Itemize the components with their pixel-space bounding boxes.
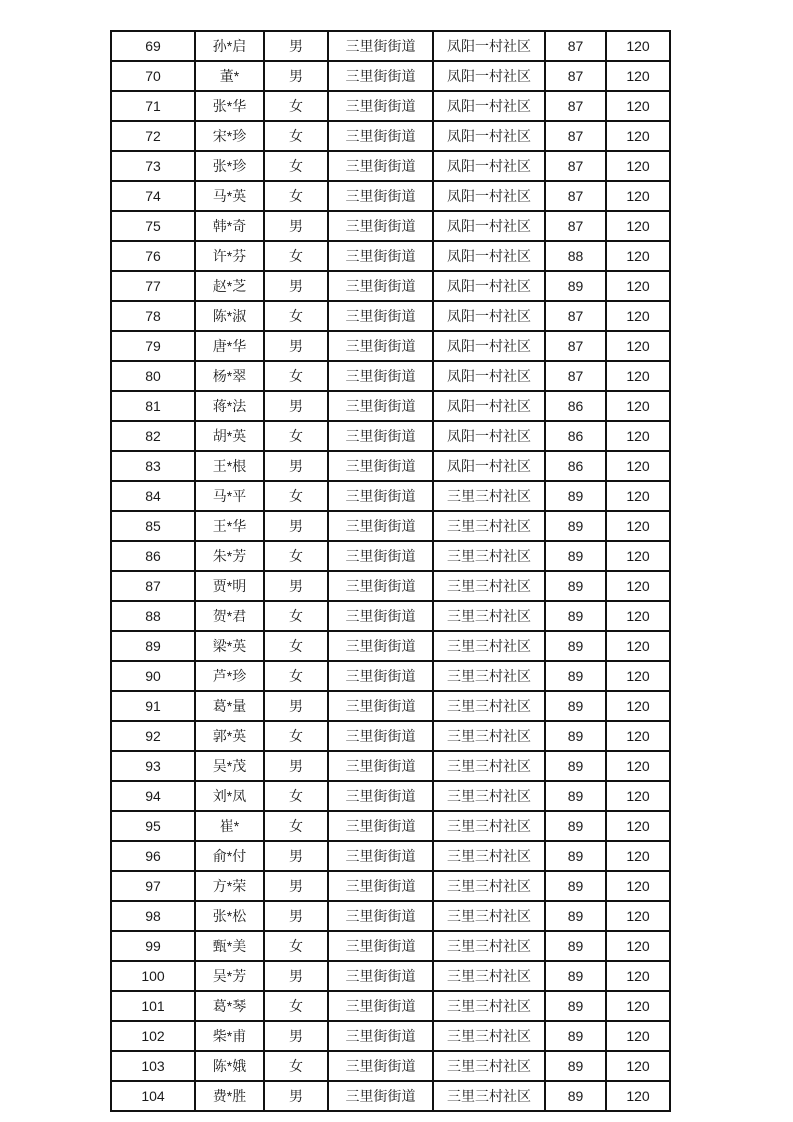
table-row [111,1051,670,1081]
cell-gender: 女 [264,541,328,571]
table-row [111,721,670,751]
cell-street: 三里街街道 [328,511,433,541]
cell-index: 82 [111,421,195,451]
cell-amount: 120 [606,1051,670,1081]
cell-amount: 120 [606,301,670,331]
cell-street: 三里街街道 [328,1051,433,1081]
table-row [111,541,670,571]
cell-index: 75 [111,211,195,241]
table-row [111,661,670,691]
cell-street: 三里街街道 [328,361,433,391]
cell-name: 梁*英 [195,631,264,661]
cell-gender: 男 [264,391,328,421]
cell-index: 70 [111,61,195,91]
table-row [111,631,670,661]
cell-score: 87 [545,61,606,91]
cell-amount: 120 [606,931,670,961]
cell-gender: 男 [264,961,328,991]
cell-index: 76 [111,241,195,271]
table-row [111,991,670,1021]
cell-community: 三里三村社区 [433,511,545,541]
cell-amount: 120 [606,331,670,361]
cell-name: 杨*翠 [195,361,264,391]
table-row [111,361,670,391]
cell-community: 三里三村社区 [433,601,545,631]
cell-name: 方*荣 [195,871,264,901]
cell-score: 89 [545,901,606,931]
cell-score: 89 [545,511,606,541]
cell-street: 三里街街道 [328,121,433,151]
table-row [111,31,670,61]
cell-street: 三里街街道 [328,661,433,691]
cell-gender: 男 [264,1021,328,1051]
cell-community: 凤阳一村社区 [433,151,545,181]
cell-score: 87 [545,331,606,361]
cell-community: 三里三村社区 [433,481,545,511]
cell-name: 甄*美 [195,931,264,961]
cell-score: 87 [545,181,606,211]
cell-community: 三里三村社区 [433,811,545,841]
cell-score: 89 [545,721,606,751]
cell-index: 99 [111,931,195,961]
table-row [111,601,670,631]
cell-index: 71 [111,91,195,121]
cell-community: 凤阳一村社区 [433,361,545,391]
cell-amount: 120 [606,1081,670,1111]
cell-amount: 120 [606,571,670,601]
cell-name: 唐*华 [195,331,264,361]
cell-amount: 120 [606,61,670,91]
cell-street: 三里街街道 [328,811,433,841]
cell-score: 88 [545,241,606,271]
cell-name: 张*松 [195,901,264,931]
cell-community: 三里三村社区 [433,721,545,751]
cell-community: 凤阳一村社区 [433,181,545,211]
table-row [111,61,670,91]
cell-index: 88 [111,601,195,631]
cell-name: 费*胜 [195,1081,264,1111]
cell-score: 87 [545,211,606,241]
cell-community: 凤阳一村社区 [433,301,545,331]
cell-gender: 女 [264,811,328,841]
cell-name: 贺*君 [195,601,264,631]
cell-name: 赵*芝 [195,271,264,301]
cell-community: 凤阳一村社区 [433,241,545,271]
cell-score: 89 [545,871,606,901]
cell-index: 69 [111,31,195,61]
cell-community: 三里三村社区 [433,541,545,571]
cell-name: 郭*英 [195,721,264,751]
cell-amount: 120 [606,631,670,661]
cell-gender: 女 [264,991,328,1021]
cell-amount: 120 [606,391,670,421]
cell-name: 葛*琴 [195,991,264,1021]
cell-name: 刘*凤 [195,781,264,811]
cell-street: 三里街街道 [328,1021,433,1051]
cell-community: 三里三村社区 [433,631,545,661]
cell-amount: 120 [606,271,670,301]
cell-amount: 120 [606,601,670,631]
cell-score: 89 [545,931,606,961]
cell-street: 三里街街道 [328,331,433,361]
cell-community: 凤阳一村社区 [433,391,545,421]
table-row [111,841,670,871]
cell-street: 三里街街道 [328,931,433,961]
cell-index: 86 [111,541,195,571]
cell-community: 凤阳一村社区 [433,421,545,451]
table-row [111,421,670,451]
cell-community: 三里三村社区 [433,871,545,901]
cell-amount: 120 [606,421,670,451]
cell-street: 三里街街道 [328,31,433,61]
cell-gender: 女 [264,421,328,451]
table-row [111,271,670,301]
cell-index: 77 [111,271,195,301]
cell-name: 马*平 [195,481,264,511]
table-row [111,961,670,991]
cell-gender: 男 [264,451,328,481]
table-row [111,181,670,211]
cell-name: 张*华 [195,91,264,121]
cell-amount: 120 [606,901,670,931]
table-row [111,931,670,961]
cell-score: 87 [545,301,606,331]
cell-community: 凤阳一村社区 [433,271,545,301]
cell-index: 102 [111,1021,195,1051]
cell-street: 三里街街道 [328,91,433,121]
table-row [111,1021,670,1051]
cell-score: 86 [545,451,606,481]
table-row [111,511,670,541]
cell-score: 89 [545,661,606,691]
cell-name: 胡*英 [195,421,264,451]
cell-gender: 男 [264,271,328,301]
table-row [111,481,670,511]
cell-street: 三里街街道 [328,271,433,301]
cell-street: 三里街街道 [328,241,433,271]
cell-gender: 男 [264,61,328,91]
cell-score: 89 [545,601,606,631]
table-row [111,211,670,241]
cell-score: 89 [545,781,606,811]
cell-gender: 女 [264,1051,328,1081]
cell-index: 84 [111,481,195,511]
cell-street: 三里街街道 [328,151,433,181]
cell-community: 凤阳一村社区 [433,31,545,61]
cell-street: 三里街街道 [328,211,433,241]
cell-score: 89 [545,541,606,571]
cell-score: 87 [545,91,606,121]
cell-gender: 男 [264,691,328,721]
cell-gender: 女 [264,781,328,811]
cell-score: 89 [545,991,606,1021]
cell-gender: 女 [264,151,328,181]
cell-amount: 120 [606,181,670,211]
cell-amount: 120 [606,361,670,391]
cell-community: 三里三村社区 [433,751,545,781]
cell-name: 陈*淑 [195,301,264,331]
cell-street: 三里街街道 [328,901,433,931]
cell-gender: 女 [264,661,328,691]
cell-index: 94 [111,781,195,811]
table-row [111,1081,670,1111]
table-row [111,811,670,841]
cell-community: 三里三村社区 [433,1021,545,1051]
cell-community: 三里三村社区 [433,931,545,961]
cell-name: 柴*甫 [195,1021,264,1051]
cell-community: 三里三村社区 [433,841,545,871]
cell-amount: 120 [606,721,670,751]
cell-community: 三里三村社区 [433,1081,545,1111]
cell-community: 三里三村社区 [433,1051,545,1081]
cell-gender: 女 [264,181,328,211]
cell-index: 74 [111,181,195,211]
cell-community: 三里三村社区 [433,571,545,601]
cell-amount: 120 [606,691,670,721]
cell-gender: 男 [264,331,328,361]
cell-score: 86 [545,391,606,421]
table-row [111,571,670,601]
cell-gender: 女 [264,481,328,511]
cell-name: 宋*珍 [195,121,264,151]
cell-street: 三里街街道 [328,61,433,91]
cell-gender: 女 [264,931,328,961]
cell-score: 87 [545,31,606,61]
cell-score: 89 [545,481,606,511]
cell-gender: 男 [264,511,328,541]
cell-index: 101 [111,991,195,1021]
cell-gender: 女 [264,631,328,661]
cell-name: 俞*付 [195,841,264,871]
cell-index: 92 [111,721,195,751]
cell-street: 三里街街道 [328,781,433,811]
cell-name: 崔* [195,811,264,841]
table-row [111,151,670,181]
cell-street: 三里街街道 [328,481,433,511]
cell-name: 许*芬 [195,241,264,271]
table-row [111,391,670,421]
cell-gender: 女 [264,91,328,121]
cell-score: 87 [545,151,606,181]
cell-street: 三里街街道 [328,301,433,331]
cell-amount: 120 [606,31,670,61]
table-row [111,751,670,781]
cell-index: 85 [111,511,195,541]
cell-score: 87 [545,121,606,151]
cell-name: 韩*奇 [195,211,264,241]
cell-index: 90 [111,661,195,691]
cell-index: 95 [111,811,195,841]
table-row [111,901,670,931]
cell-index: 103 [111,1051,195,1081]
cell-amount: 120 [606,751,670,781]
cell-street: 三里街街道 [328,451,433,481]
cell-amount: 120 [606,961,670,991]
cell-gender: 女 [264,301,328,331]
cell-amount: 120 [606,871,670,901]
cell-amount: 120 [606,211,670,241]
cell-community: 三里三村社区 [433,691,545,721]
cell-index: 72 [111,121,195,151]
cell-amount: 120 [606,1021,670,1051]
cell-index: 78 [111,301,195,331]
cell-score: 89 [545,811,606,841]
cell-name: 吴*芳 [195,961,264,991]
cell-name: 芦*珍 [195,661,264,691]
cell-score: 89 [545,1081,606,1111]
cell-index: 80 [111,361,195,391]
cell-community: 三里三村社区 [433,781,545,811]
cell-community: 凤阳一村社区 [433,61,545,91]
cell-street: 三里街街道 [328,751,433,781]
cell-gender: 男 [264,871,328,901]
cell-index: 83 [111,451,195,481]
cell-community: 凤阳一村社区 [433,91,545,121]
cell-gender: 男 [264,31,328,61]
cell-name: 张*珍 [195,151,264,181]
cell-index: 96 [111,841,195,871]
cell-index: 73 [111,151,195,181]
cell-name: 董* [195,61,264,91]
cell-amount: 120 [606,451,670,481]
cell-amount: 120 [606,511,670,541]
cell-street: 三里街街道 [328,691,433,721]
cell-street: 三里街街道 [328,991,433,1021]
table-row [111,691,670,721]
cell-name: 王*华 [195,511,264,541]
cell-gender: 男 [264,1081,328,1111]
cell-street: 三里街街道 [328,421,433,451]
table-row [111,871,670,901]
cell-community: 凤阳一村社区 [433,211,545,241]
cell-street: 三里街街道 [328,631,433,661]
cell-street: 三里街街道 [328,181,433,211]
cell-street: 三里街街道 [328,721,433,751]
cell-amount: 120 [606,811,670,841]
cell-name: 孙*启 [195,31,264,61]
cell-community: 三里三村社区 [433,961,545,991]
cell-gender: 男 [264,901,328,931]
cell-gender: 男 [264,211,328,241]
table-row [111,91,670,121]
cell-gender: 男 [264,571,328,601]
cell-street: 三里街街道 [328,391,433,421]
table-row [111,451,670,481]
cell-gender: 女 [264,121,328,151]
roster-table [110,30,671,1112]
cell-index: 89 [111,631,195,661]
cell-gender: 女 [264,241,328,271]
cell-gender: 女 [264,721,328,751]
cell-index: 91 [111,691,195,721]
cell-street: 三里街街道 [328,841,433,871]
cell-community: 三里三村社区 [433,991,545,1021]
cell-amount: 120 [606,151,670,181]
cell-name: 葛*量 [195,691,264,721]
cell-gender: 男 [264,751,328,781]
cell-score: 89 [545,271,606,301]
cell-community: 三里三村社区 [433,901,545,931]
cell-index: 104 [111,1081,195,1111]
cell-score: 89 [545,841,606,871]
cell-street: 三里街街道 [328,1081,433,1111]
cell-index: 79 [111,331,195,361]
cell-amount: 120 [606,661,670,691]
cell-amount: 120 [606,841,670,871]
cell-score: 89 [545,1021,606,1051]
cell-index: 98 [111,901,195,931]
cell-score: 87 [545,361,606,391]
cell-name: 陈*娥 [195,1051,264,1081]
cell-amount: 120 [606,541,670,571]
cell-street: 三里街街道 [328,601,433,631]
cell-amount: 120 [606,781,670,811]
cell-score: 89 [545,1051,606,1081]
cell-amount: 120 [606,241,670,271]
cell-community: 三里三村社区 [433,661,545,691]
cell-name: 王*根 [195,451,264,481]
cell-street: 三里街街道 [328,541,433,571]
cell-gender: 男 [264,841,328,871]
table-row [111,301,670,331]
cell-score: 89 [545,751,606,781]
cell-street: 三里街街道 [328,571,433,601]
cell-amount: 120 [606,991,670,1021]
table-row [111,121,670,151]
cell-index: 93 [111,751,195,781]
cell-name: 朱*芳 [195,541,264,571]
cell-community: 凤阳一村社区 [433,451,545,481]
cell-index: 87 [111,571,195,601]
table-row [111,241,670,271]
cell-amount: 120 [606,91,670,121]
cell-index: 100 [111,961,195,991]
cell-street: 三里街街道 [328,871,433,901]
cell-score: 89 [545,571,606,601]
cell-name: 马*英 [195,181,264,211]
cell-score: 89 [545,691,606,721]
table-body [111,31,670,1111]
table-row [111,781,670,811]
cell-index: 81 [111,391,195,421]
cell-community: 凤阳一村社区 [433,121,545,151]
cell-name: 蒋*法 [195,391,264,421]
cell-score: 86 [545,421,606,451]
cell-gender: 女 [264,361,328,391]
cell-name: 贾*明 [195,571,264,601]
cell-street: 三里街街道 [328,961,433,991]
cell-index: 97 [111,871,195,901]
table-row [111,331,670,361]
cell-amount: 120 [606,121,670,151]
cell-community: 凤阳一村社区 [433,331,545,361]
cell-name: 吴*茂 [195,751,264,781]
cell-score: 89 [545,631,606,661]
cell-amount: 120 [606,481,670,511]
cell-score: 89 [545,961,606,991]
cell-gender: 女 [264,601,328,631]
